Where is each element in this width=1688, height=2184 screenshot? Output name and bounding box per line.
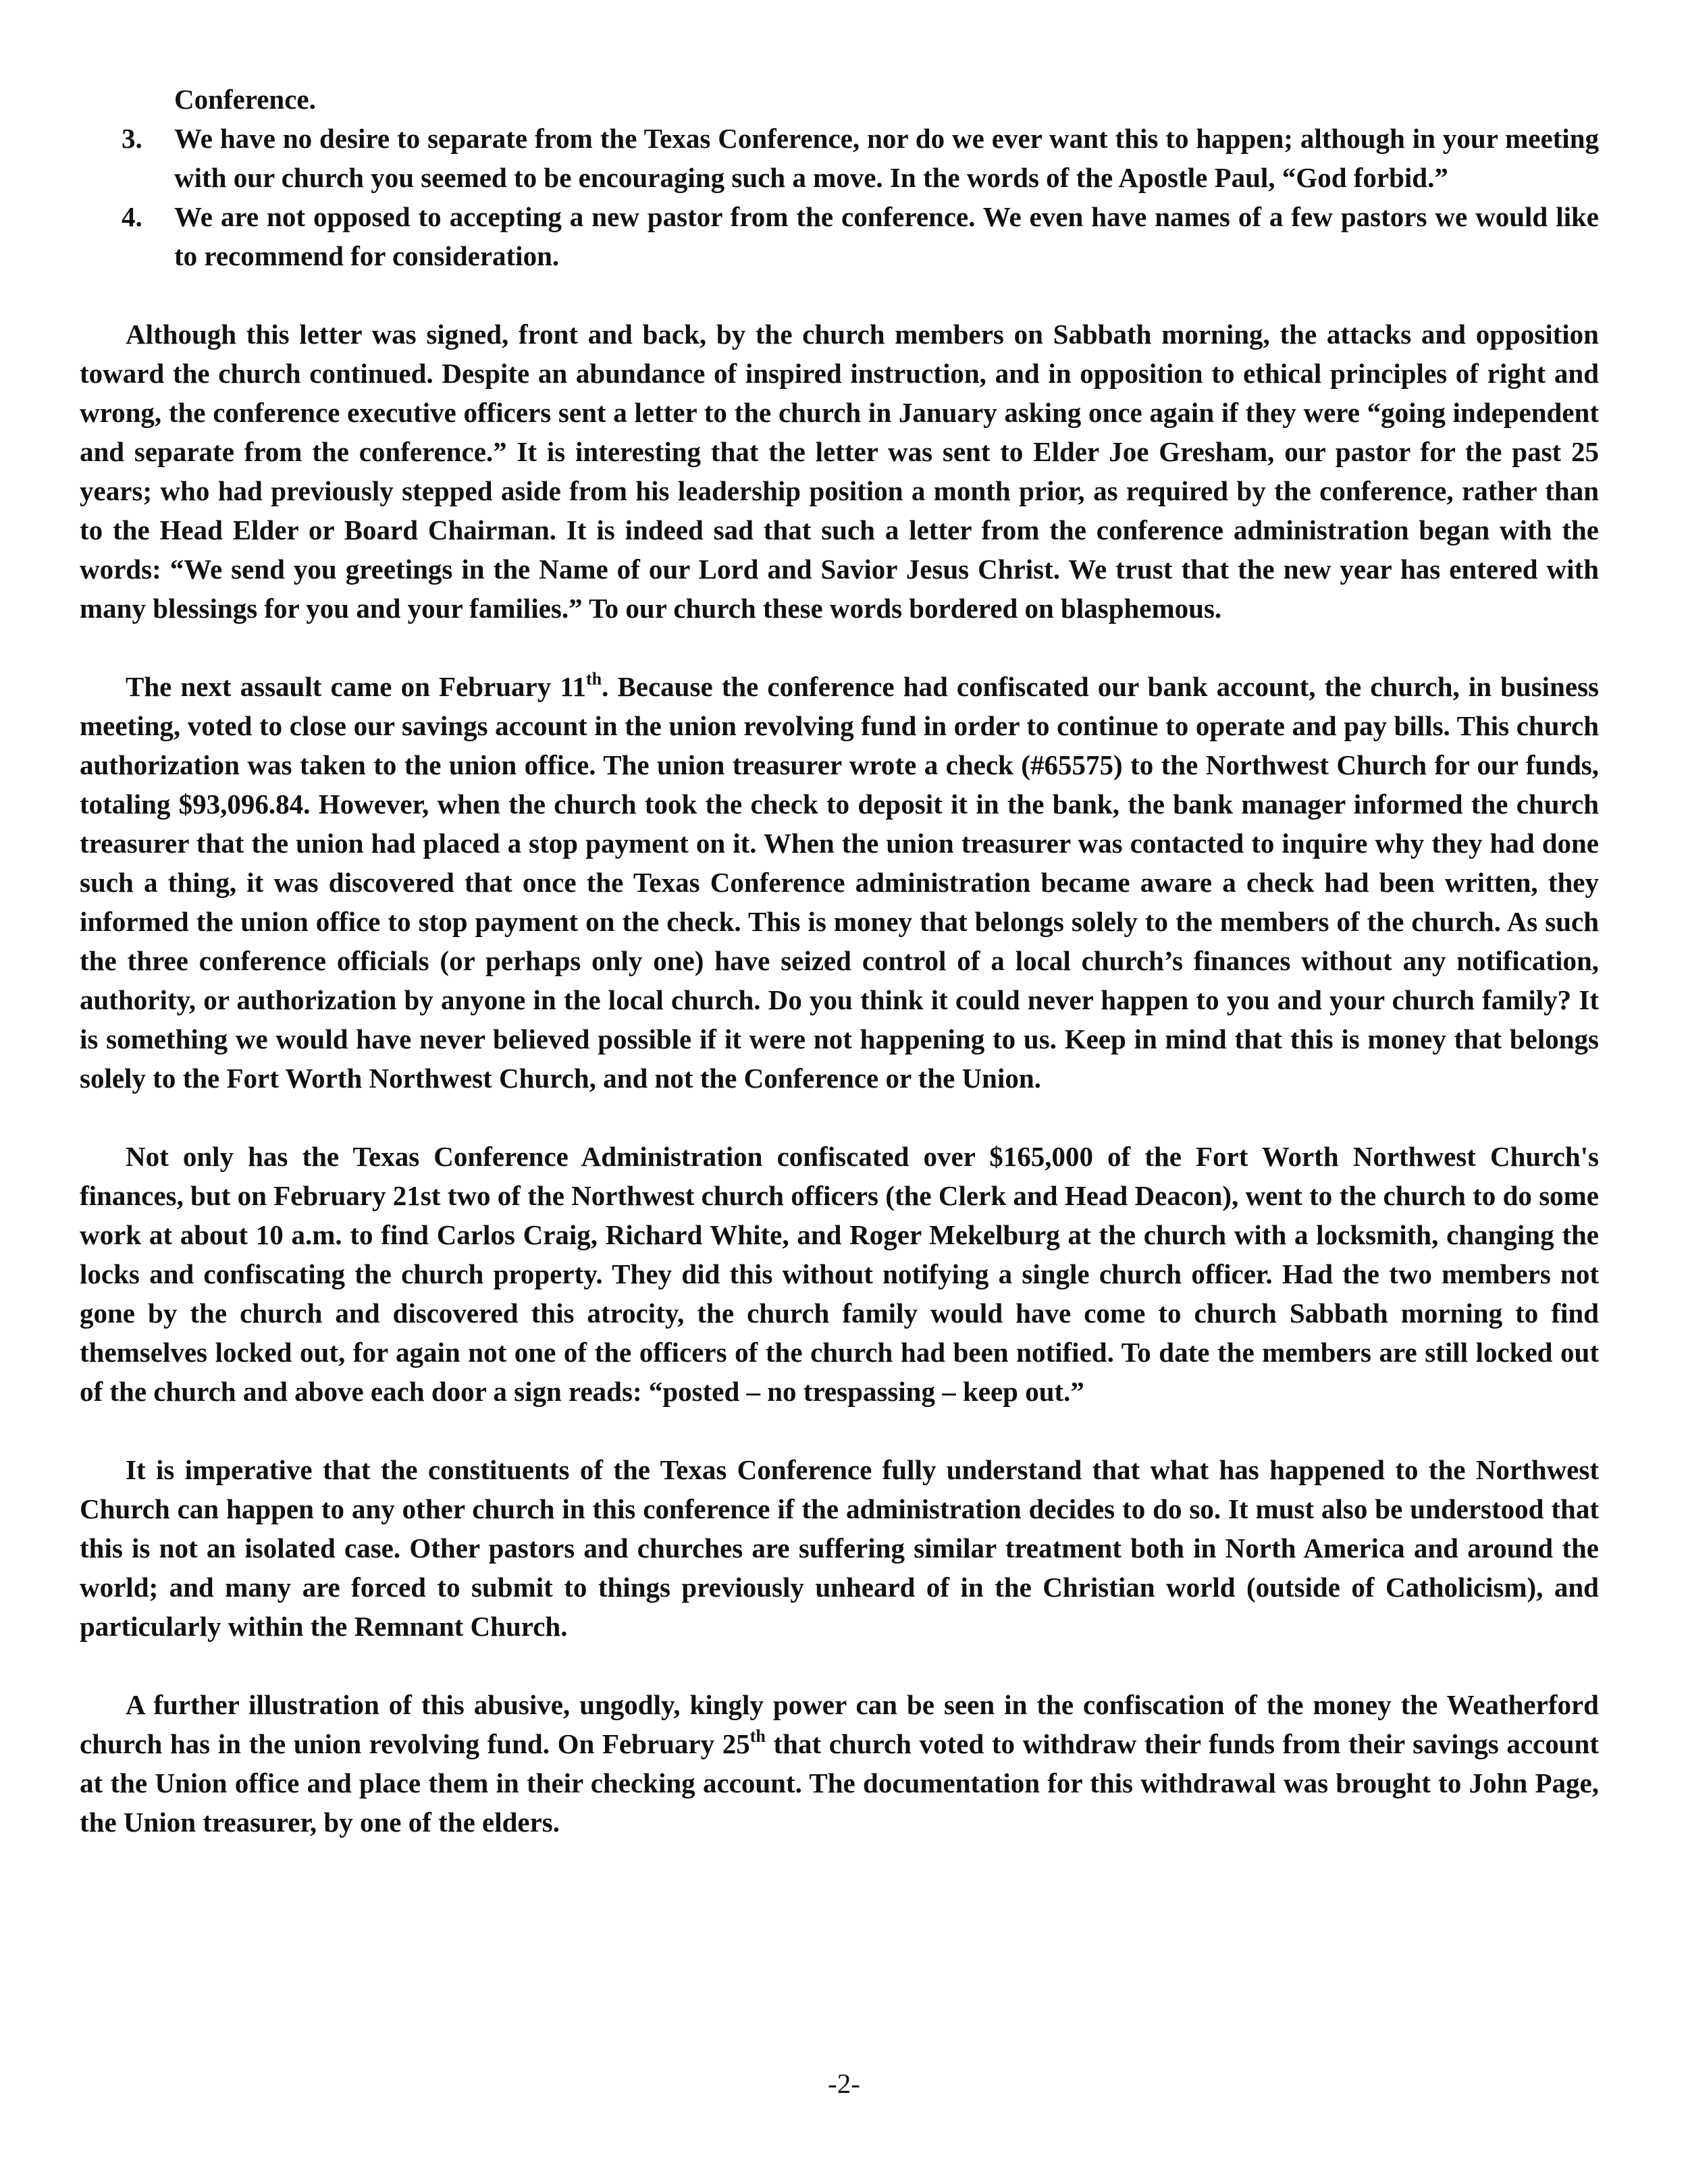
list-item-number: 3. xyxy=(122,123,142,154)
paragraph-text: that church voted to withdraw their funds from their savings account at the Union office and place them in their checking account. The documentation for this withdrawal was brought to John Page, the Union treasurer, by one of the elders. xyxy=(80,1728,1599,1838)
paragraph-constituents: It is imperative that the constituents of the Texas Conference fully understand that what has happened to the Northwest Church can happen to any other church in this conference if the administration decides to do so. It must also be understood that this is not an isolated case. Other pastors and churches are suffering similar treatment both in North America and around the world; and many are forced to submit to things previously unheard of in the Christian world (outside of Catholicism), and particularly within the Remnant Church. xyxy=(80,1454,1599,1642)
paragraph-text: . Because the conference had confiscated our bank account, the church, in business meeting, voted to close our savings account in the union revolving fund in order to continue to operate and pay bills. This church authorization was taken to the union office. The union treasurer wrote a check (#65575) to the Northwest Church for our funds, totaling $93,096.84. However, when the church took the check to deposit it in the bank, the bank manager informed the church treasurer that the union had placed a stop payment on it. When the union treasurer was contacted to inquire why they had done such a thing, it was discovered that once the Texas Conference administration became aware a check had been written, they informed the union office to stop payment on the check. This is money that belongs solely to the members of the church. As such the three conference officials (or perhaps only one) have seized control of a local church’s finances without any notification, authority, or authorization by anyone in the local church. Do you think it could never happen to you and your church family? It is something we would have never believed possible if it were not happening to us. Keep in mind that this is money that belongs solely to the Fort Worth Northwest Church, and not the Conference or the Union. xyxy=(80,671,1599,1094)
ordinal-suffix: th xyxy=(586,669,602,689)
paragraph-letter-signed: Although this letter was signed, front and back, by the church members on Sabbath morning, the attacks and opposition toward the church continued. Despite an abundance of inspired instruction, and in opposition to ethical principles of right and wrong, the conference executive officers sent a letter to the church in January asking once again if they were “going independent and separate from the conference.” It is interesting that the letter was sent to Elder Joe Gresham, our pastor for the past 25 years; who had previously stepped aside from his leadership position a month prior, as required by the conference, rather than to the Head Elder or Board Chairman. It is indeed sad that such a letter from the conference administration began with the words: “We send you greetings in the Name of our Lord and Savior Jesus Christ. We trust that the new year has entered with many blessings for you and your families.” To our church these words bordered on blasphemous. xyxy=(80,319,1599,624)
page-number: -2- xyxy=(828,2068,860,2099)
paragraph-text: A further illustration of this abusive, ungodly, kingly power can be seen in the confiscation of the money the Weatherford church has in the union revolving fund. On February 25 xyxy=(80,1689,1599,1759)
paragraph-text: The next assault came on February 11 xyxy=(126,671,586,702)
ordinal-suffix: th xyxy=(749,1726,766,1747)
list-item-text: We have no desire to separate from the Texas Conference, nor do we ever want this to happen; although in your meeting with our church you seemed to be encouraging such a move. In the words of the Apostle Paul, “God forbid.” xyxy=(174,123,1599,193)
continuation-text: Conference. xyxy=(174,84,316,115)
document-body xyxy=(80,80,1599,1842)
list-item-number: 4. xyxy=(122,201,142,232)
numbered-list xyxy=(80,119,1599,275)
list-item xyxy=(80,197,1599,275)
paragraph-locks-changed: Not only has the Texas Conference Administration confiscated over $165,000 of the Fort Worth Northwest Church's finances, but on February 21st two of the Northwest church officers (the Clerk and Head Deacon), went to the church to do some work at about 10 a.m. to find Carlos Craig, Richard White, and Roger Mekelburg at the church with a locksmith, changing the locks and confiscating the church property. They did this without notifying a single church officer. Had the two members not gone by the church and discovered this atrocity, the church family would have come to church Sabbath morning to find themselves locked out, for again not one of the officers of the church had been notified. To date the members are still locked out of the church and above each door a sign reads: “posted – no trespassing – keep out.” xyxy=(80,1141,1599,1407)
paragraph-february-11-assault xyxy=(80,667,1599,1098)
list-item xyxy=(80,119,1599,197)
list-item-text: We are not opposed to accepting a new pastor from the conference. We even have names of a few pastors we would like to recommend for consideration. xyxy=(174,201,1599,271)
paragraph-weatherford xyxy=(80,1685,1599,1842)
